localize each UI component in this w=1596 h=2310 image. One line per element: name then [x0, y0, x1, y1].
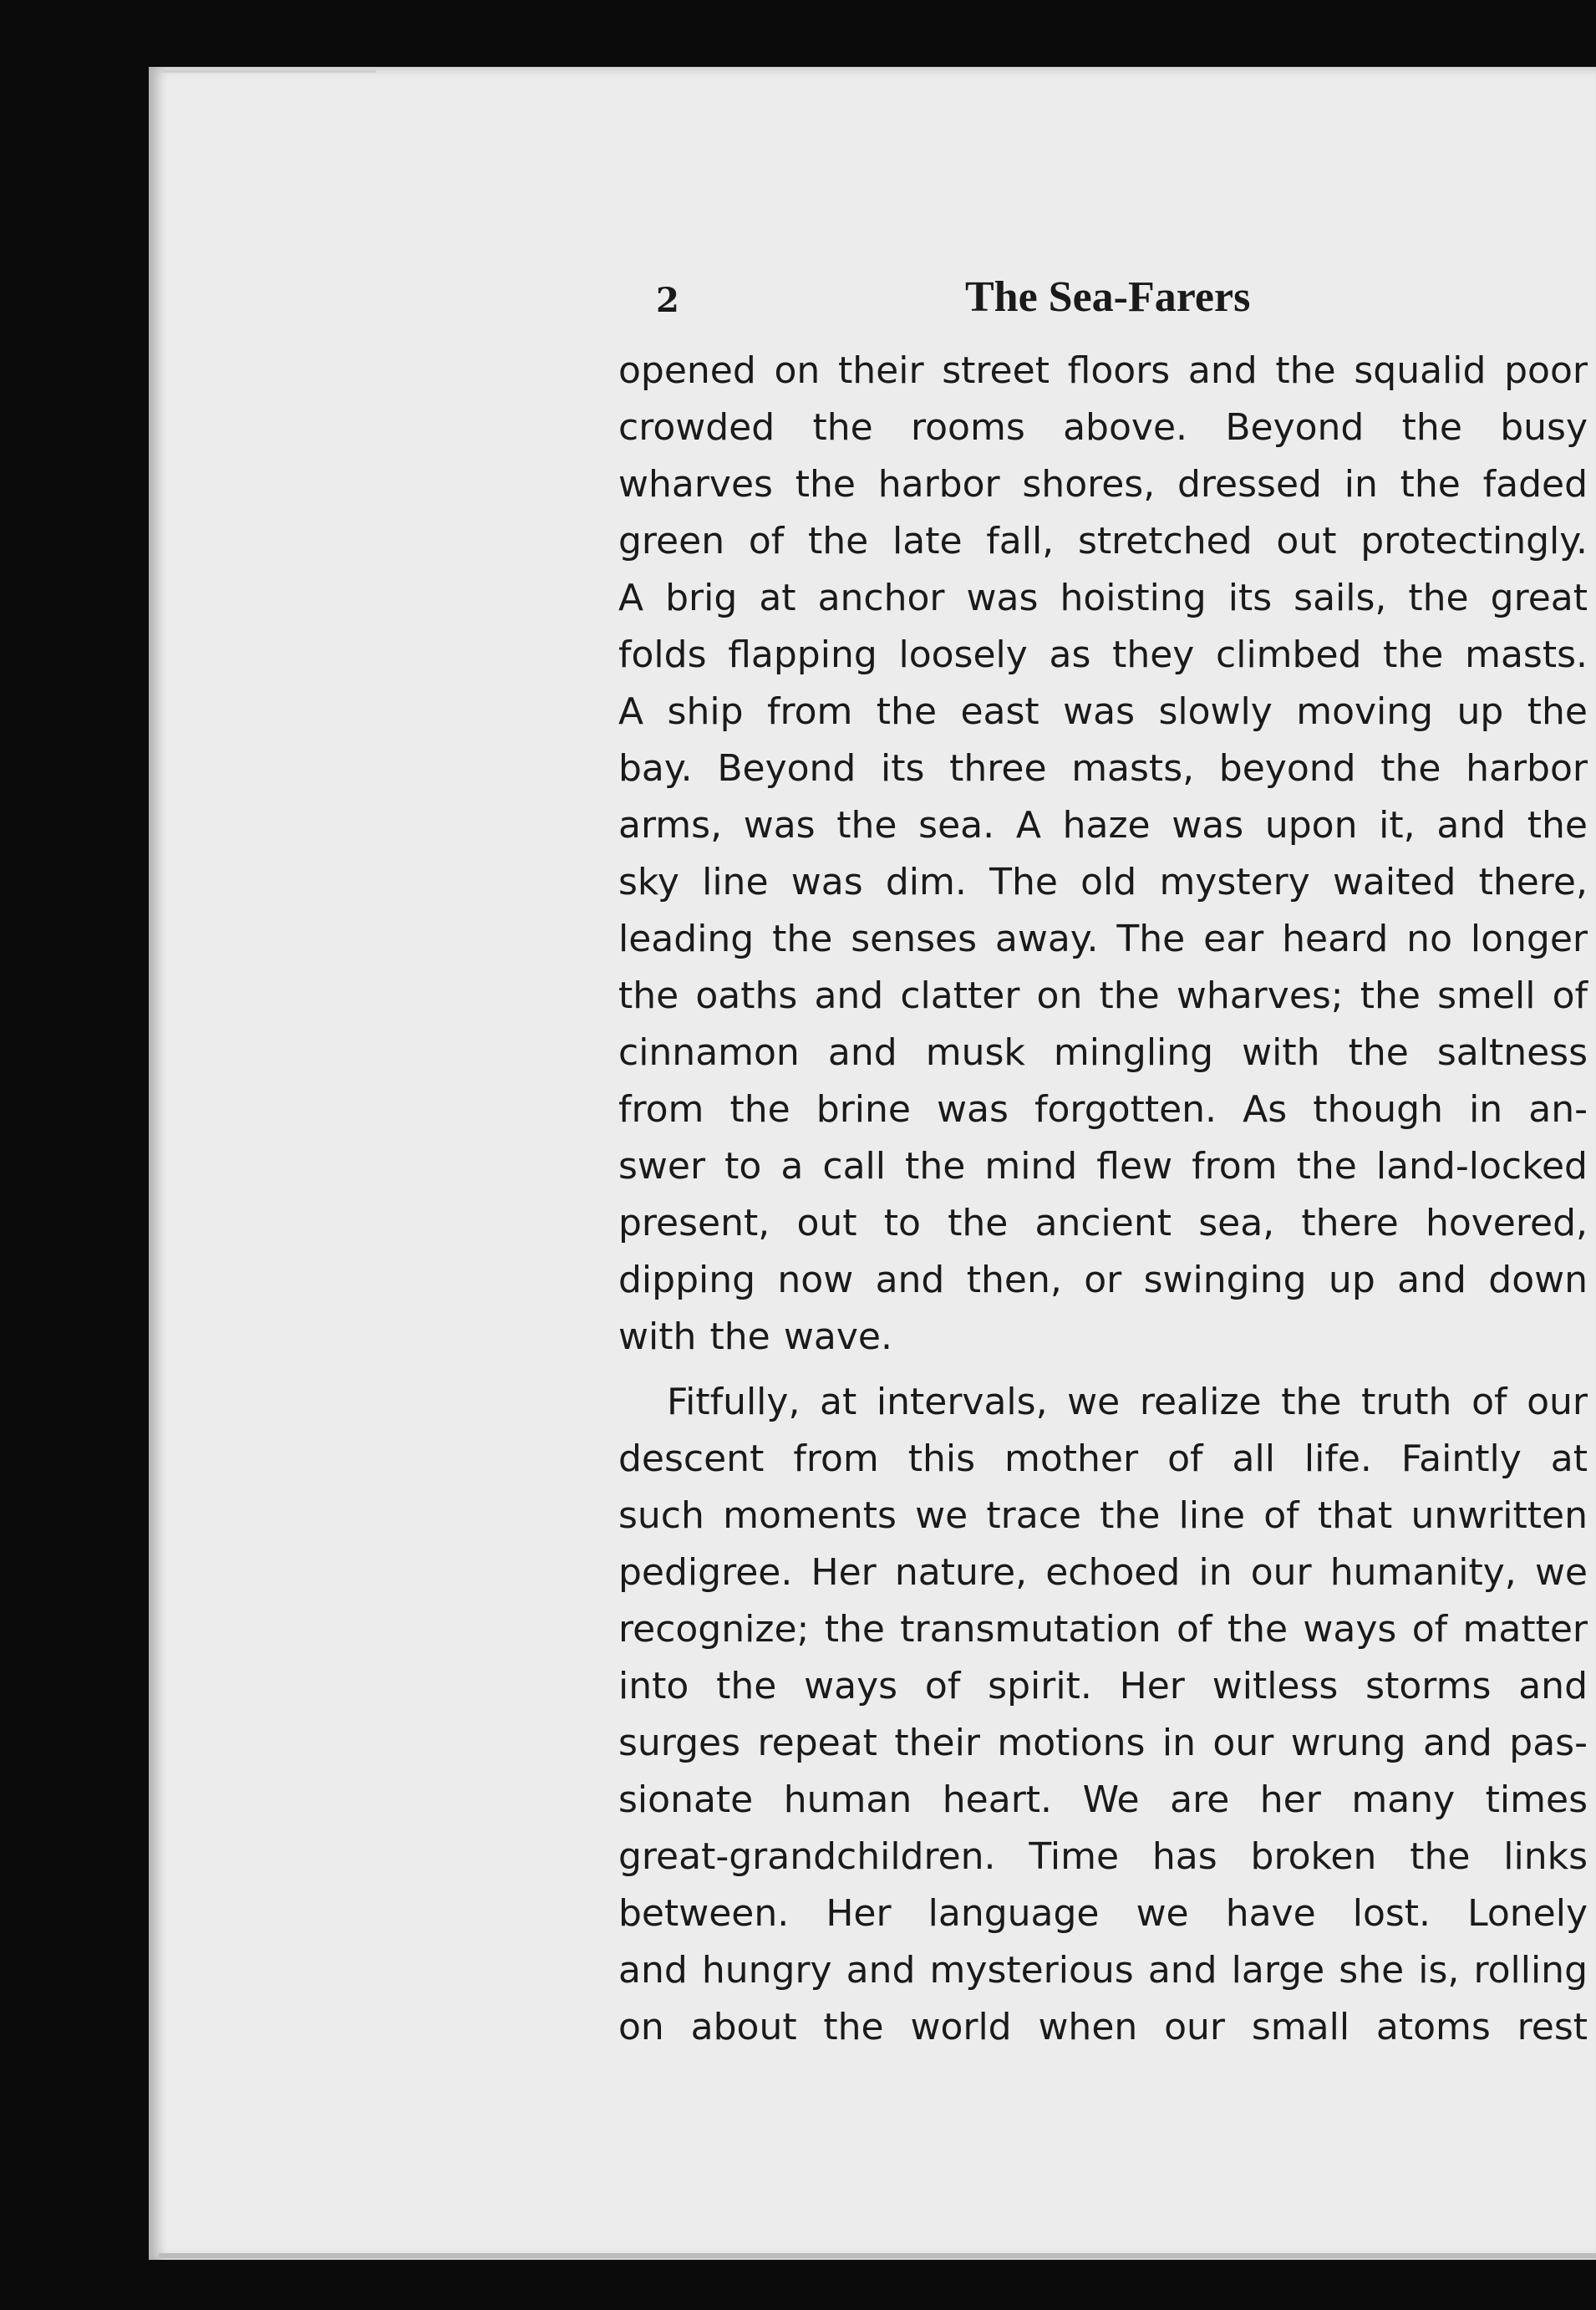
paragraph-1 — [618, 343, 1588, 1366]
text-line: descent from this mother of all life. Faintly at — [618, 1437, 1588, 1480]
text-line: cinnamon and musk mingling with the saltness — [618, 1031, 1588, 1074]
text-line: on about the world when our small atoms rest — [618, 2006, 1588, 2048]
text-line: into the ways of spirit. Her witless storms and — [618, 1665, 1588, 1707]
text-line: bay. Beyond its three masts, beyond the harbor — [618, 747, 1588, 790]
running-title: The Sea-Farers — [965, 273, 1251, 321]
text-line: pedigree. Her nature, echoed in our humanity, we — [618, 1551, 1588, 1594]
text-line: wharves the harbor shores, dressed in the faded — [618, 463, 1588, 506]
text-line: the oaths and clatter on the wharves; the smell of — [618, 974, 1588, 1017]
text-line: green of the late fall, stretched out protectingly. — [618, 520, 1588, 562]
text-line: with the wave. — [618, 1315, 892, 1358]
text-line: sky line was dim. The old mystery waited there, — [618, 861, 1588, 903]
running-head — [618, 267, 1588, 343]
text-line: crowded the rooms above. Beyond the busy — [618, 406, 1588, 449]
text-line: arms, was the sea. A haze was upon it, and the — [618, 804, 1588, 847]
text-line: opened on their street floors and the squalid poor — [618, 349, 1588, 392]
page-top-edge — [159, 70, 376, 73]
text-line: and hungry and mysterious and large she is, rolling — [618, 1949, 1588, 1992]
text-line: surges repeat their motions in our wrung and pas- — [618, 1722, 1588, 1764]
text-line: dipping now and then, or swinging up and down — [618, 1259, 1588, 1301]
paragraph-2 — [618, 1374, 1588, 2056]
page-text-block — [618, 267, 1588, 2056]
text-line: such moments we trace the line of that unwritten — [618, 1494, 1588, 1537]
text-line: leading the senses away. The ear heard no longer — [618, 918, 1588, 960]
text-line: from the brine was forgotten. As though in an- — [618, 1088, 1588, 1131]
text-line: swer to a call the mind flew from the land-locked — [618, 1145, 1588, 1188]
text-line: great-grandchildren. Time has broken the links — [618, 1835, 1588, 1878]
text-line: sionate human heart. We are her many times — [618, 1778, 1588, 1821]
text-line: folds flapping loosely as they climbed the masts. — [618, 633, 1588, 676]
text-line: present, out to the ancient sea, there hovered, — [618, 1202, 1588, 1244]
text-line: A ship from the east was slowly moving up the — [618, 690, 1588, 733]
page-bottom-edge — [159, 2253, 1596, 2258]
text-line: between. Her language we have lost. Lonely — [618, 1892, 1588, 1935]
page-number: 2 — [656, 281, 679, 320]
text-line: Fitfully, at intervals, we realize the truth of our — [667, 1381, 1588, 1423]
text-line: recognize; the transmutation of the ways of matter — [618, 1608, 1588, 1651]
text-line: A brig at anchor was hoisting its sails, the great — [618, 577, 1588, 619]
